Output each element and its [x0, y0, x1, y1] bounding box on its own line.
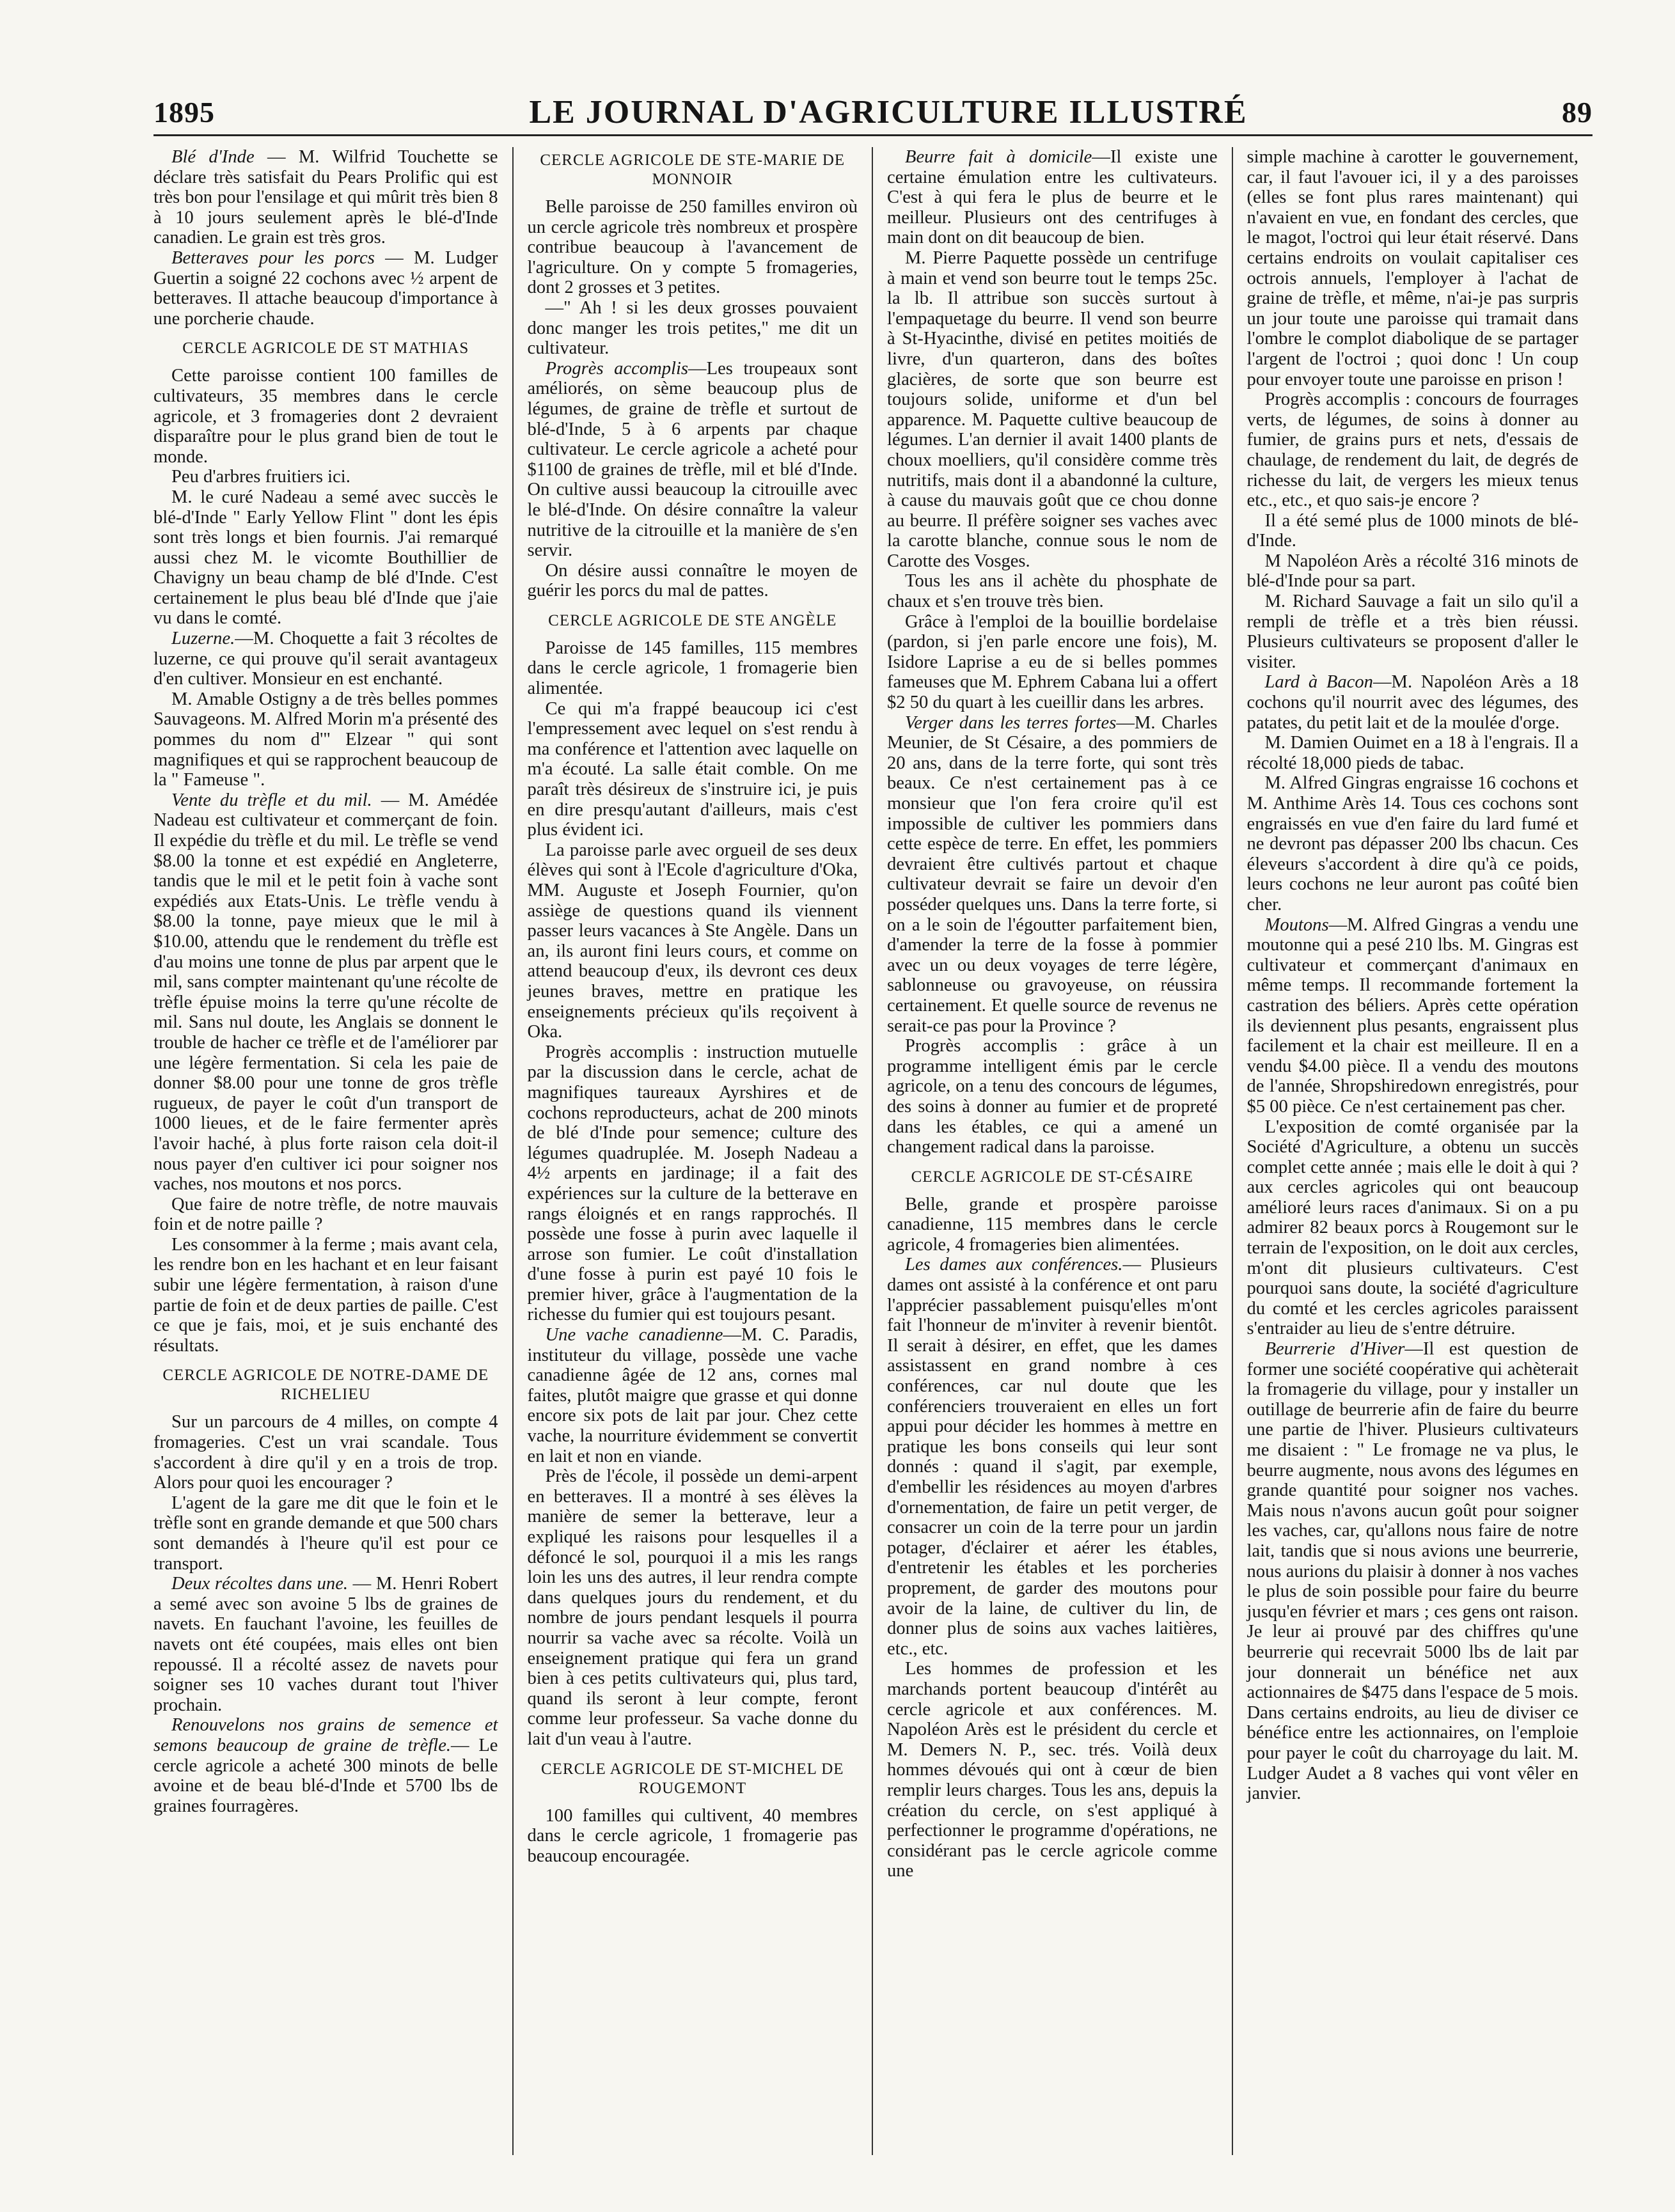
paragraph-text: — Le cercle agricole a acheté 300 minots de belle avoine et de beau blé-d'Inde et 5700 lbs de graines fourragères.: [153, 1735, 498, 1816]
section-heading: CERCLE AGRICOLE DE STE ANGÈLE: [548, 611, 837, 629]
paragraph-text: On désire aussi connaître le moyen de guérir les porcs du mal de pattes.: [527, 560, 858, 601]
paragraph: [528, 1466, 858, 1749]
section-heading: CERCLE AGRICOLE DE ST MATHIAS: [182, 340, 469, 357]
paragraph-text: L'exposition de comté organisée par la Société d'Agriculture, a obtenu un succès complet cette année ; mais elle le doit à qui ? aux cercles agricoles qui ont beaucoup amélioré leurs races d'animaux. Si on a pu admirer 82 beaux porcs à Rougemont sur le terrain de l'exposition, on le doit aux cercles, m'ont dit plusieurs cultivateurs. C'est pourquoi sans doute, la société d'agriculture du comté et les cercles agricoles paraissent s'entraider au lieu de s'entre détruire.: [1246, 1117, 1578, 1339]
paragraph-text: M. Alfred Gingras engraisse 16 cochons et M. Anthime Arès 14. Tous ces cochons sont engraissés en vue d'en faire du lard fumé et ne devront pas dépasser 200 lbs chacun. Ces éleveurs s'accordent à dire qu'à ce poids, leurs cochons ne leur auront pas coûté bien cher.: [1246, 773, 1578, 914]
paragraph-lead: Une vache canadienne: [545, 1325, 723, 1345]
section-heading: CERCLE AGRICOLE DE ST-MICHEL DE ROUGEMONT: [540, 1760, 844, 1797]
paragraph-text: —M. Charles Meunier, de St Césaire, a des pommiers de 20 ans, dans de la terre forte, qui sont très beaux. Ce n'est certainement pas à ce monsieur que l'on fera croire qu'il est impossible de cultiver les pommiers dans cette espèce de terre. En effet, les pommiers devraient être cultivés partout et chaque cultivateur devrait se faire un devoir d'en posséder quelques uns. Dans la terre forte, si on a le soin de l'égoutter parfaitement bien, d'amender la terre de la fosse à pommier avec un ou deux voyages de terre légère, sablonneuse ou gravoyeuse, on réussira certainement. Et quelle source de revenus ne serait-ce pas pour la Province ?: [887, 712, 1218, 1036]
paragraph: [153, 467, 498, 487]
paragraph: [1247, 389, 1579, 511]
paragraph-lead: Luzerne.: [171, 629, 235, 649]
paragraph: [528, 359, 858, 561]
paragraph: [1247, 551, 1579, 592]
paragraph-text: —M. Alfred Gingras a vendu une moutonne qui a pesé 210 lbs. M. Gingras est cultivateur et commerçant d'animaux en même temps. Il recommande fortement la castration des béliers. Après cette opération ils deviennent plus pesants, engraissent plus facilement et la chair est meilleure. Il en a vendu $4.00 pièce. Il a vendu des moutons de l'année, Shropshiredown enregistrés, pour $5 00 pièce. Ce n'est certainement pas cher.: [1246, 914, 1578, 1117]
paragraph: [528, 1042, 858, 1325]
paragraph-text: —M. Choquette a fait 3 récoltes de luzerne, ce qui prouve qu'il serait avantageux d'en cultiver. Monsieur en est enchanté.: [153, 629, 498, 689]
paragraph-text: —Il existe une certaine émulation entre les cultivateurs. C'est à qui fera le plus de beurre et le meilleur. Plusieurs ont des centrifuges à main dont on dit beaucoup de bien.: [887, 147, 1218, 248]
paragraph: [528, 638, 858, 699]
paragraph-text: simple machine à carotter le gouvernement, car, il faut l'avouer ici, il y a des paroisses (elles se font plus rares maintenant) qui n'avaient en vue, en fondant des cercles, que le magot, l'octroi qui leur était réservé. Dans certains endroits on voulait capitaliser ces octrois annuels, l'employer à l'achat de graine de trèfle, et même, n'ai-je pas surpris un jour toute une paroisse qui tramait dans l'ombre le complot diabolique de se partager l'argent de l'octroi ; quoi donc ! Un coup pour envoyer toute une paroisse en prison !: [1246, 147, 1578, 389]
paragraph-text: M. le curé Nadeau a semé avec succès le blé-d'Inde " Early Yellow Flint " dont les épis sont très longs et bien fournis. J'ai remarqué aussi chez M. le vicomte Bouthillier de Chavigny un beau champ de blé d'Inde. C'est certainement le plus beau blé d'Inde que j'aie vu dans le comté.: [153, 487, 498, 629]
header-year: 1895: [153, 95, 215, 129]
paragraph: [887, 1255, 1218, 1659]
paragraph: [153, 1493, 498, 1574]
column-1: [153, 147, 514, 2155]
paragraph-text: Belle, grande et prospère paroisse canadienne, 115 membres dans le cercle agricole, 4 fromageries bien alimentées.: [887, 1194, 1218, 1255]
paragraph: [1247, 147, 1579, 389]
paragraph: [153, 790, 498, 1195]
paragraph-text: —Il est question de former une société coopérative qui achèterait la fromagerie du village, pour y installer un outillage de beurrerie afin de faire du beurre une partie de l'hiver. Plusieurs cultivateurs me disaient : " Le fromage ne va plus, le beurre augmente, nous avons des légumes en grande quantité pour soigner nos vaches. Mais nous n'avons aucun goût pour soigner les vaches, car, qu'allons nous faire de notre lait, tandis que si nous avions une beurrerie, nous aurions du plaisir à donner à nos vaches le plus de soin possible pour faire du beurre jusqu'en février et mars ; ces gens ont raison. Je leur ai prouvé par des chiffres qu'une beurrerie qui recevrait 5000 lbs de lait par jour donnerait un bénéfice net aux actionnaires de $475 dans l'espace de 5 mois. Dans certains endroits, au lieu de diviser ce bénéfice entre les actionnaires, on l'emploie pour payer le coût du charroyage du lait. M. Ludger Audet a 8 vaches qui vont vêler en janvier.: [1246, 1339, 1578, 1804]
paragraph-text: — M. Ludger Guertin a soigné 22 cochons avec ½ arpent de betteraves. Il attache beaucoup d'importance à une porcherie chaude.: [153, 247, 498, 329]
page-number: 89: [1562, 95, 1592, 129]
paragraph: [528, 840, 858, 1042]
paragraph: [153, 1412, 498, 1493]
paragraph: [1247, 672, 1579, 733]
column-4: [1233, 147, 1593, 2155]
paragraph-lead: Deux récoltes dans une.: [171, 1574, 349, 1594]
paragraph: [887, 1659, 1218, 1881]
page-header: [153, 90, 1592, 136]
paragraph: [1247, 733, 1579, 773]
paragraph-lead: Les dames aux conférences.: [905, 1255, 1123, 1275]
paragraph-text: 100 familles qui cultivent, 40 membres dans le cercle agricole, 1 fromagerie pas beaucoup encouragée.: [527, 1805, 858, 1866]
paragraph: [528, 699, 858, 840]
paragraph-text: Peu d'arbres fruitiers ici.: [171, 467, 350, 487]
paragraph: [153, 248, 498, 329]
paragraph: [153, 629, 498, 689]
paragraph: [153, 1235, 498, 1356]
paragraph-text: Sur un parcours de 4 milles, on compte 4 fromageries. C'est un vrai scandale. Tous s'accordent à dire qu'il y en a trois de trop. Alors pour quoi les encourager ?: [153, 1412, 498, 1493]
paragraph: [528, 561, 858, 601]
paragraph-text: M. Damien Ouimet en a 18 à l'engrais. Il a récolté 18,000 pieds de tabac.: [1246, 733, 1578, 773]
paragraph-text: —M. Napoléon Arès a 18 cochons qu'il nourrit avec des légumes, des patates, du petit lait et de la moulée d'orge.: [1246, 672, 1578, 733]
section-heading: CERCLE AGRICOLE DE ST-CÉSAIRE: [911, 1168, 1193, 1186]
paragraph-text: — M. Wilfrid Touchette se déclare très satisfait du Pears Prolific qui est très bon pour l'ensilage et qui mûrit très bien 8 à 10 jours seulement après le blé-d'Inde canadien. Le grain est très gros.: [153, 147, 498, 248]
paragraph-text: Belle paroisse de 250 familles environ où un cercle agricole très nombreux et prospère contribue beaucoup à l'avancement de l'agriculture. On y compte 5 fromageries, dont 2 grosses et 3 petites.: [527, 197, 858, 298]
paragraph: [153, 1715, 498, 1816]
paragraph-lead: Progrès accomplis: [545, 358, 689, 379]
paragraph-text: Près de l'école, il possède un demi-arpent en betteraves. Il a montré à ses élèves la manière de semer la betterave, leur a expliqué les raisons pour lesquelles il a défoncé le sol, pourquoi il a mis les rangs loin les uns des autres, il leur rendra compte dans quelques jours du rendement, et du nombre de jours pendant lesquels il pourra nourrir sa vache avec sa récolte. Voilà un enseignement pratique qui fera un grand bien à ces petits cultivateurs qui, plus tard, quand ils seront à leur compte, feront comme leur professeur. Sa vache donne du lait d'un veau à l'autre.: [527, 1466, 858, 1749]
paragraph: [887, 612, 1218, 713]
paragraph-text: —M. C. Paradis, instituteur du village, possède une vache canadienne âgée de 12 ans, cornes mal faites, plutôt maigre que grasse et qui donne encore six pots de lait par jour. Chez cette vache, la nourriture évidemment se convertit en lait et non en viande.: [527, 1325, 858, 1466]
column-3: [873, 147, 1233, 2155]
section-heading: CERCLE AGRICOLE DE NOTRE-DAME DE RICHELIEU: [162, 1367, 489, 1404]
paragraph-text: Il a été semé plus de 1000 minots de blé-d'Inde.: [1246, 510, 1578, 551]
paragraph: [1247, 1339, 1579, 1804]
paragraph: [528, 298, 858, 359]
paragraph-text: Progrès accomplis : concours de fourrages verts, de légumes, de soins à donner au fumier, de grains purs et nets, d'essais de chaulage, de rendement du lait, de degrés de richesse du lait, de vergers les mieux tenus etc., etc., et quo sais-je encore ?: [1246, 389, 1578, 511]
paragraph-text: — M. Amédée Nadeau est cultivateur et commerçant de foin. Il expédie du trèfle et du mil. Le trèfle se vend $8.00 la tonne et est expédié en Angleterre, tandis que le mil et le petit foin à vache sont expédiés aux Etats-Unis. Le trèfle vendu à $8.00 la tonne, paye mieux que le mil à $10.00, attendu que le rendement du trèfle est d'au moins une tonne de plus par arpent que le mil, sans compter maintenant qu'une récolte de trèfle épuise moins la terre qu'une récolte de mil. Sans nul doute, les Anglais se donnent le trouble de hacher ce trèfle et de l'améliorer par une légère fermentation. Si cela les paie de donner $8.00 pour une tonne de gros trèfle rugueux, de payer le coût d'un transport de 1000 lieues, et de le faire fermenter après l'avoir haché, à plus forte raison cela doit-il nous payer d'en cultiver ici pour soigner nos vaches, nos moutons et nos porcs.: [153, 790, 498, 1195]
paragraph: [887, 147, 1218, 248]
paragraph: [528, 1325, 858, 1466]
paragraph-text: Les consommer à la ferme ; mais avant cela, les rendre bon en les hachant et en leur faisant subir une légère fermentation, à raison d'une partie de foin et de deux parties de paille. C'est ce que je fais, moi, et je suis enchanté des résultats.: [153, 1234, 498, 1356]
paragraph-text: M. Richard Sauvage a fait un silo qu'il a rempli de trèfle et a très bien réussi. Plusieurs cultivateurs se proposent d'aller le visiter.: [1246, 592, 1578, 672]
paragraph-text: — M. Henri Robert a semé avec son avoine 5 lbs de graines de navets. En fauchant l'avoine, les feuilles de navets ont été coupées, mais elles ont bien repoussé. Il a récolté assez de navets pour soigner ses 10 vaches durant tout l'hiver prochain.: [153, 1574, 498, 1715]
paragraph-lead: Beurrerie d'Hiver: [1264, 1339, 1405, 1360]
paragraph-text: Progrès accomplis : instruction mutuelle par la discussion dans le cercle, achat de magnifiques taureaux Ayrshires et de cochons reproducteurs, achat de 200 minots de blé d'Inde pour semence; culture des légumes quadruplée. M. Joseph Nadeau a 4½ arpents en jardinage; il a fait des expériences sur la culture de la betterave en rangs éloignés et en rangs rapprochés. Il possède une fosse à purin avec laquelle il arrose son fumier. Le coût d'installation d'une fosse à purin est payé 10 fois le premier hiver, grâce à l'augmentation de la richesse du fumier qui est toujours pesant.: [527, 1042, 858, 1325]
paragraph: [887, 713, 1218, 1037]
paragraph-text: M. Amable Ostigny a de très belles pommes Sauvageons. M. Alfred Morin m'a présenté des pommes du nom d'" Elzear " qui sont magnifiques et qui se rapprochent beaucoup de la " Fameuse ".: [153, 689, 498, 790]
paragraph: [528, 197, 858, 298]
paragraph-lead: Beurre fait à domicile: [905, 147, 1092, 167]
paragraph-text: M Napoléon Arès a récolté 316 minots de blé-d'Inde pour sa part.: [1246, 551, 1578, 592]
paragraph-lead: Betteraves pour les porcs: [171, 247, 375, 268]
paragraph-text: Ce qui m'a frappé beaucoup ici c'est l'empressement avec lequel on s'est rendu à ma conférence et l'attention avec laquelle on m'a écouté. La salle était comble. On me paraît très désireux de s'instruire ici, je puis en dire presqu'autant d'ailleurs, mais c'est plus évident ici.: [527, 698, 858, 840]
paragraph-lead: Verger dans les terres fortes: [905, 712, 1117, 733]
paragraph: [528, 1806, 858, 1867]
paragraph-text: La paroisse parle avec orgueil de ses deux élèves qui sont à l'Ecole d'agriculture d'Oka, MM. Auguste et Joseph Fournier, qu'on assiège de questions quand ils viennent passer leurs vacances à Ste Angèle. Dans un an, ils auront fini leurs cours, et comme on attend beaucoup d'eux, ils devront ces deux jeunes braves, mettre en pratique les enseignements précieux qu'ils reçoivent à Oka.: [527, 840, 858, 1042]
paragraph: [153, 366, 498, 467]
section-heading: CERCLE AGRICOLE DE STE-MARIE DE MONNOIR: [540, 152, 845, 188]
paragraph: [153, 1195, 498, 1235]
paragraph-text: Grâce à l'emploi de la bouillie bordelaise (pardon, si j'en parle encore une fois), M. Isidore Laprise a eu de si belles pommes fameuses que M. Ephrem Cabana lui a offert $2 50 du quart à les cueillir dans les arbres.: [887, 611, 1218, 713]
paragraph: [153, 689, 498, 790]
paragraph-lead: Renouvelons nos grains de semence et semons beaucoup de graine de trèfle.: [153, 1715, 498, 1755]
paragraph: [1247, 511, 1579, 551]
paragraph-text: Progrès accomplis : grâce à un programme intelligent émis par le cercle agricole, on a tenu des concours de légumes, des soins à donner au fumier et de propreté dans les étables, ce qui a amené un changement radical dans la paroisse.: [887, 1036, 1218, 1157]
paragraph-lead: Blé d'Inde: [171, 147, 255, 167]
paragraph-text: M. Pierre Paquette possède un centrifuge à main et vend son beurre tout le temps 25c. la lb. Il attribue son succès surtout à l'empaquetage du beurre. Il vend son beurre à St-Hyacinthe, divisé en petites moitiés de livre, d'un quarteron, dans des boîtes glacières, de sorte que son beurre est toujours solide, uniforme et d'un bel apparence. M. Paquette cultive beaucoup de légumes. L'an dernier il avait 1400 plants de choux moelliers, qu'il considère comme très nutritifs, mais dont il a abandonné la culture, à cause du mauvais goût que ce chou donne au beurre. Il préfère soigner ses vaches avec la carotte blanche, connue sous le nom de Carotte des Vosges.: [887, 247, 1218, 571]
paragraph-text: Que faire de notre trèfle, de notre mauvais foin et de notre paille ?: [153, 1194, 498, 1235]
paragraph: [1247, 592, 1579, 672]
paragraph: [887, 1036, 1218, 1157]
journal-title: LE JOURNAL D'AGRICULTURE ILLUSTRÉ: [529, 93, 1248, 130]
paragraph: [153, 1574, 498, 1715]
paragraph: [887, 1195, 1218, 1255]
paragraph-text: Paroisse de 145 familles, 115 membres dans le cercle agricole, 1 fromagerie bien alimentée.: [527, 638, 858, 699]
paragraph: [1247, 1117, 1579, 1340]
paragraph: [887, 248, 1218, 572]
paragraph-lead: Lard à Bacon: [1264, 672, 1373, 693]
paragraph-text: —Les troupeaux sont améliorés, on sème beaucoup plus de légumes, de graine de trèfle et surtout de blé-d'Inde, 5 à 6 arpents par chaque cultivateur. Le cercle agricole a acheté pour $1100 de graines de trèfle, mil et blé d'Inde. On cultive aussi beaucoup la citrouille avec le blé-d'Inde. On désire connaître la valeur nutritive de la citrouille et la manière de s'en servir.: [527, 358, 858, 561]
paragraph: [153, 147, 498, 248]
paragraph-lead: Moutons: [1264, 914, 1329, 935]
paragraph: [1247, 915, 1579, 1117]
paragraph-text: Les hommes de profession et les marchands portent beaucoup d'intérêt au cercle agricole et aux conférences. M. Napoléon Arès est le président du cercle et M. Demers N. P., sec. trés. Voilà deux hommes dévoués qui ont à cœur de bien remplir leurs charges. Tous les ans, depuis la création du cercle, on s'est appliqué à perfectionner le programme d'opérations, ne considérant pas le cercle agricole comme une: [887, 1659, 1218, 1881]
column-2: [514, 147, 874, 2155]
paragraph-text: L'agent de la gare me dit que le foin et le trèfle sont en grande demande et que 500 chars sont demandés à l'heure qu'il est pour ce transport.: [153, 1493, 498, 1574]
paragraph-text: —" Ah ! si les deux grosses pouvaient donc manger les trois petites," me dit un cultivateur.: [527, 297, 858, 359]
paragraph-text: — Plusieurs dames ont assisté à la conférence et ont paru l'apprécier passablement puisqu'elles m'ont fait l'honneur de m'inviter à revenir bientôt. Il serait à désirer, en effet, que les dames assistassent en grand nombre à ces conférences, car nul doute que les conférenciers trouveraient en elles un fort appui pour décider les hommes à mettre en pratique les bons conseils qui leur sont donnés : quand il s'agit, par exemple, d'embellir les résidences au moyen d'arbres d'ornementation, de faire un petit verger, de consacrer un coin de la terre pour un jardin potager, d'éclairer et aérer les étables, d'entretenir les étables et les porcheries proprement, de garder des moutons pour avoir de la laine, de cultiver du lin, de donner plus de soins aux vaches laitières, etc., etc.: [887, 1255, 1218, 1659]
paragraph-lead: Vente du trèfle et du mil.: [171, 790, 372, 810]
paragraph-text: Cette paroisse contient 100 familles de cultivateurs, 35 membres dans le cercle agricole, et 3 fromageries dont 2 devraient disparaître pour le plus grand bien de tout le monde.: [153, 366, 498, 467]
paragraph: [153, 487, 498, 629]
paragraph-text: Tous les ans il achète du phosphate de chaux et s'en trouve très bien.: [887, 571, 1218, 612]
paragraph: [1247, 773, 1579, 914]
article-columns: [153, 147, 1592, 2155]
paragraph: [887, 571, 1218, 611]
